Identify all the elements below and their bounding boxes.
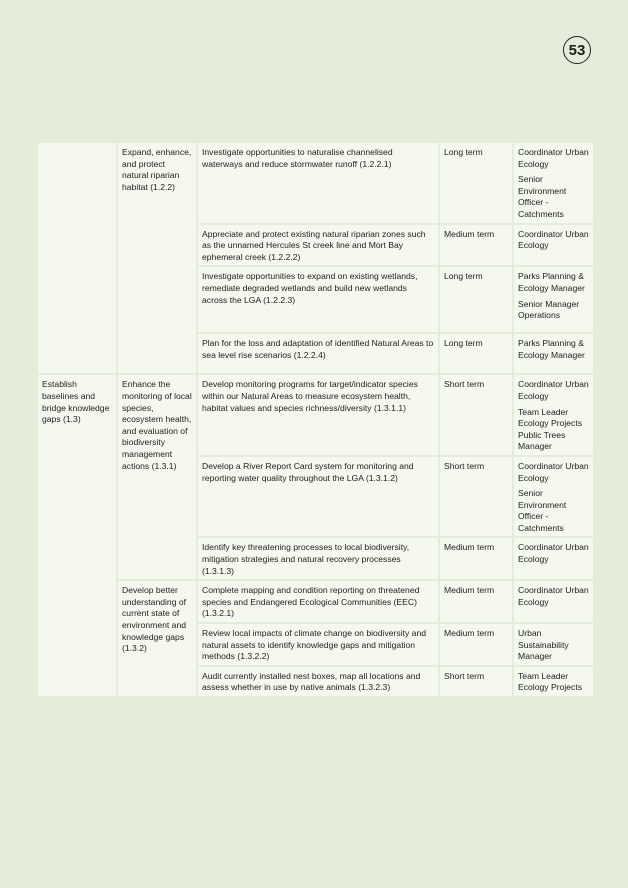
goal-cell xyxy=(37,142,117,374)
timeframe-cell: Short term xyxy=(439,374,513,456)
responsible-officer: Coordinator Urban Ecology xyxy=(518,585,589,607)
action-cell: Develop monitoring programs for target/indicator species within our Natural Areas to measure ecosystem health, habitat values and species richness/diversity (1.3.1.1) xyxy=(197,374,439,456)
timeframe-cell: Medium term xyxy=(439,537,513,580)
responsible-officer: Coordinator Urban Ecology xyxy=(518,379,589,401)
timeframe-cell: Medium term xyxy=(439,623,513,666)
table-row xyxy=(37,374,594,456)
timeframe-cell: Medium term xyxy=(439,580,513,623)
action-cell: Review local impacts of climate change on biodiversity and natural assets to identify knowledge gaps and mitigation methods (1.3.2.2) xyxy=(197,623,439,666)
responsible-officer: Coordinator Urban Ecology xyxy=(518,147,589,169)
responsibility-cell xyxy=(513,224,594,267)
responsibility-cell xyxy=(513,333,594,374)
action-cell: Identify key threatening processes to local biodiversity, mitigation strategies and natural recovery processes (1.3.1.3) xyxy=(197,537,439,580)
action-cell: Develop a River Report Card system for monitoring and reporting water quality throughout the LGA (1.3.1.2) xyxy=(197,456,439,538)
responsible-officer: Team Leader Ecology Projects xyxy=(518,670,583,693)
responsibility-cell xyxy=(513,580,594,623)
objective-cell: Expand, enhance, and protect natural riparian habitat (1.2.2) xyxy=(117,142,197,374)
page-number: 53 xyxy=(568,41,586,59)
action-cell: Appreciate and protect existing natural riparian zones such as the unnamed Hercules St creek line and Mort Bay ephemeral creek (1.2.2.2) xyxy=(197,224,439,267)
responsible-officer: Urban Sustainability Manager xyxy=(518,628,569,662)
timeframe-cell: Long term xyxy=(439,142,513,224)
action-cell: Investigate opportunities to naturalise channelised waterways and reduce stormwater runoff (1.2.2.1) xyxy=(197,142,439,224)
responsible-officer: Parks Planning & Ecology Manager xyxy=(518,338,585,360)
action-cell: Audit currently installed nest boxes, map all locations and assess whether in use by native animals (1.3.2.3) xyxy=(197,666,439,697)
responsible-officer: Coordinator Urban Ecology xyxy=(518,228,589,251)
responsibility-cell xyxy=(513,374,594,456)
responsibility-cell xyxy=(513,537,594,580)
responsible-officer: Coordinator Urban Ecology xyxy=(518,460,589,483)
responsibility-cell xyxy=(513,142,594,224)
timeframe-cell: Short term xyxy=(439,456,513,538)
responsibility-cell xyxy=(513,266,594,333)
goal-cell: Establish baselines and bridge knowledge gaps (1.3) xyxy=(37,374,117,697)
action-plan-table xyxy=(36,141,595,698)
responsible-officer: Senior Manager Operations xyxy=(518,298,580,321)
responsibility-cell xyxy=(513,666,594,697)
responsible-officer: Coordinator Urban Ecology xyxy=(518,542,589,565)
timeframe-cell: Long term xyxy=(439,266,513,333)
responsible-officer: Senior Environment Officer - Catchments xyxy=(518,488,567,533)
responsible-officer: Senior Environment Officer - Catchments xyxy=(518,174,567,219)
page-number-badge xyxy=(563,36,591,64)
objective-cell: Enhance the monitoring of local species, ecosystem health, and evaluation of biodiversity management actions (1.3.1) xyxy=(117,374,197,580)
responsible-officer: Parks Planning & Ecology Manager xyxy=(518,271,585,293)
timeframe-cell: Medium term xyxy=(439,224,513,267)
action-cell: Plan for the loss and adaptation of identified Natural Areas to sea level rise scenarios (1.2.2.4) xyxy=(197,333,439,374)
timeframe-cell: Long term xyxy=(439,333,513,374)
action-cell: Complete mapping and condition reporting on threatened species and Endangered Ecological Communities (EEC) (1.3.2.1) xyxy=(197,580,439,623)
responsibility-cell xyxy=(513,456,594,538)
timeframe-cell: Short term xyxy=(439,666,513,697)
table-row xyxy=(37,580,594,623)
action-cell: Investigate opportunities to expand on existing wetlands, remediate degraded wetlands and build new wetlands across the LGA (1.2.2.3) xyxy=(197,266,439,333)
table-row xyxy=(37,142,594,224)
responsibility-cell xyxy=(513,623,594,666)
objective-cell: Develop better understanding of current state of environment and knowledge gaps (1.3.2) xyxy=(117,580,197,697)
responsible-officer: Team Leader Ecology Projects Public Trees Manager xyxy=(518,406,583,452)
